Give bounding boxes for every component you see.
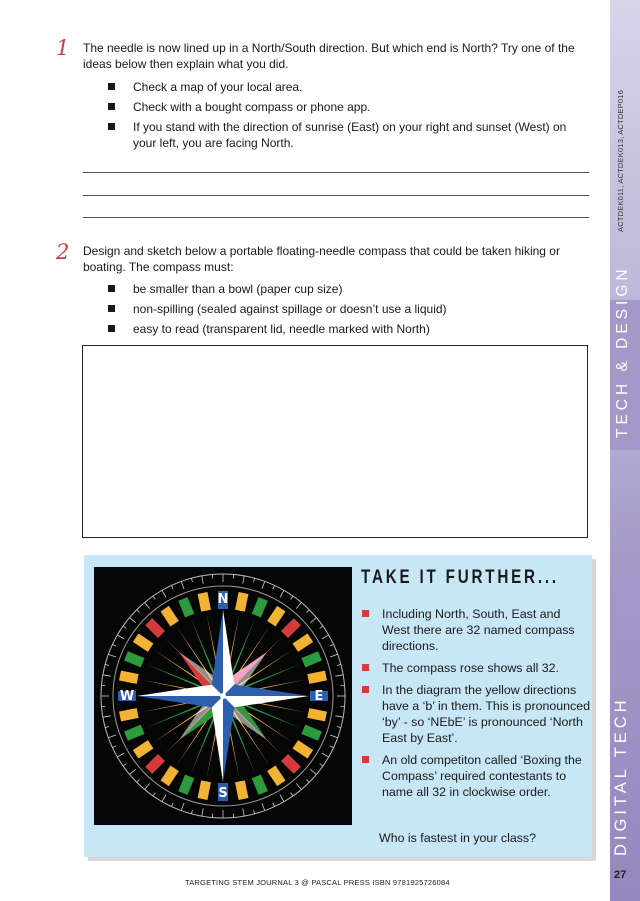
degree-tick [280,590,284,597]
degree-tick [306,610,309,613]
direction-marker [281,618,301,638]
degree-tick [181,581,184,589]
star-point [137,696,223,707]
take-it-further-list [362,606,590,806]
direction-marker [119,708,139,721]
star-centre [220,693,226,699]
degree-tick [145,783,150,789]
direction-marker [301,725,321,741]
label-west: W [119,689,135,704]
degree-tick [112,746,116,748]
degree-tick [310,618,316,623]
degree-tick [280,795,284,802]
degree-tick [243,576,244,584]
star-point [223,696,234,782]
list-item: Including North, South, East and West there are 32 named compass directions. [362,606,590,654]
page-number: 27 [614,869,627,881]
direction-marker [198,780,211,800]
degree-tick [108,735,116,738]
question-1-bullets [108,79,588,155]
degree-tick [273,803,275,807]
question-1-number: 1 [56,36,70,60]
direction-marker [301,651,321,667]
answer-line[interactable] [83,172,589,173]
list-item: non-spilling (sealed against spillage or doesn’t use a liquid) [108,301,588,317]
direction-marker [124,725,144,741]
direction-marker [145,618,165,638]
degree-tick [337,727,341,728]
list-item: In the diagram the yellow directions have a ‘b’ in them. This is pronounced ‘by’ - so ‘NEbE’ is pronounced ‘North East by East’. [362,682,590,746]
label-south: S [218,786,228,801]
sketch-box[interactable] [82,345,588,538]
direction-marker [124,651,144,667]
degree-tick [306,779,309,782]
direction-marker [178,774,194,794]
direction-marker [307,708,327,721]
degree-tick [330,654,338,657]
degree-tick [243,808,244,816]
degree-tick [103,716,111,717]
degree-tick [123,764,126,766]
degree-tick [296,783,301,789]
degree-tick [162,590,166,597]
star-point-light [137,685,223,696]
direction-marker [145,754,165,774]
degree-tick [310,769,316,774]
degree-tick [291,596,293,599]
degree-tick [171,803,173,807]
direction-marker [267,766,285,787]
star-point-light [212,696,223,782]
direction-marker [198,592,211,612]
direction-marker [252,597,268,617]
star-point [223,685,309,696]
direction-marker [307,671,327,684]
degree-tick [171,585,173,589]
degree-tick [262,581,265,589]
direction-marker [119,671,139,684]
degree-tick [202,808,203,816]
list-item: Check a map of your local area. [108,79,588,95]
direction-marker [161,766,179,787]
list-item: The compass rose shows all 32. [362,660,590,676]
compass-rose-graphic [94,567,352,825]
direction-marker [293,740,314,758]
direction-marker [133,634,154,652]
star-point [212,610,223,696]
degree-tick [191,578,192,582]
degree-tick [153,793,155,796]
star-point-light [223,610,234,696]
challenge-question: Who is fastest in your class? [379,831,537,845]
label-north: N [217,592,229,607]
list-item: If you stand with the direction of sunrise (East) on your right and sunset (West) on your left, you are facing North. [108,119,588,151]
degree-tick [320,764,323,766]
degree-tick [117,753,124,757]
direction-marker [133,740,154,758]
curriculum-codes: ACTDEK011, ACTDEK013, ACTDEP016 [616,90,625,232]
star-point-light [223,696,309,707]
degree-tick [137,610,140,613]
degree-tick [337,664,341,665]
degree-tick [291,793,293,796]
degree-tick [335,675,343,676]
question-2-number: 2 [56,240,70,264]
list-item: easy to read (transparent lid, needle marked with North) [108,321,588,337]
direction-marker [161,606,179,627]
direction-marker [267,606,285,627]
footer-credit: TARGETING STEM JOURNAL 3 @ PASCAL PRESS ISBN 9781925726084 [185,878,450,887]
degree-tick [322,635,329,639]
degree-tick [262,803,265,811]
degree-tick [105,727,109,728]
degree-tick [162,795,166,802]
degree-tick [335,716,343,717]
degree-tick [181,803,184,811]
question-2-text: Design and sketch below a portable floating-needle compass that could be taken hiking or boating. The compass must: [83,244,560,274]
degree-tick [273,585,275,589]
direction-marker [281,754,301,774]
degree-tick [153,596,155,599]
list-item: An old competiton called ‘Boxing the Compass’ required contestants to name all 32 in clockwise order. [362,752,590,800]
degree-tick [202,576,203,584]
direction-marker [235,780,248,800]
degree-tick [330,735,338,738]
direction-marker [293,634,314,652]
direction-marker [235,592,248,612]
degree-tick [322,753,329,757]
degree-tick [137,779,140,782]
degree-tick [320,626,323,628]
label-east: E [314,689,324,704]
degree-tick [123,626,126,628]
question-2-bullets [108,281,588,341]
section-tech-design: TECH & DESIGN [614,265,631,438]
section-digital-tech: DIGITAL TECH [612,696,630,856]
question-1-text: The needle is now lined up in a North/South direction. But which end is North? Try one of the ideas below then explain what you did. [83,41,575,71]
degree-tick [117,635,124,639]
degree-tick [145,603,150,609]
degree-tick [254,810,255,814]
degree-tick [130,618,136,623]
take-it-further-title: TAKE IT FURTHER... [361,567,559,588]
degree-tick [330,746,334,748]
compass-star [137,610,309,782]
list-item: be smaller than a bowl (paper cup size) [108,281,588,297]
degree-tick [130,769,136,774]
compass-rose-image [94,567,352,825]
degree-tick [108,654,116,657]
degree-tick [105,664,109,665]
direction-marker [252,774,268,794]
answer-line[interactable] [83,217,589,218]
degree-tick [296,603,301,609]
direction-marker [178,597,194,617]
degree-tick [254,578,255,582]
degree-tick [191,810,192,814]
degree-tick [103,675,111,676]
degree-tick [112,644,116,646]
answer-line[interactable] [83,195,589,196]
degree-tick [330,644,334,646]
list-item: Check with a bought compass or phone app. [108,99,588,115]
